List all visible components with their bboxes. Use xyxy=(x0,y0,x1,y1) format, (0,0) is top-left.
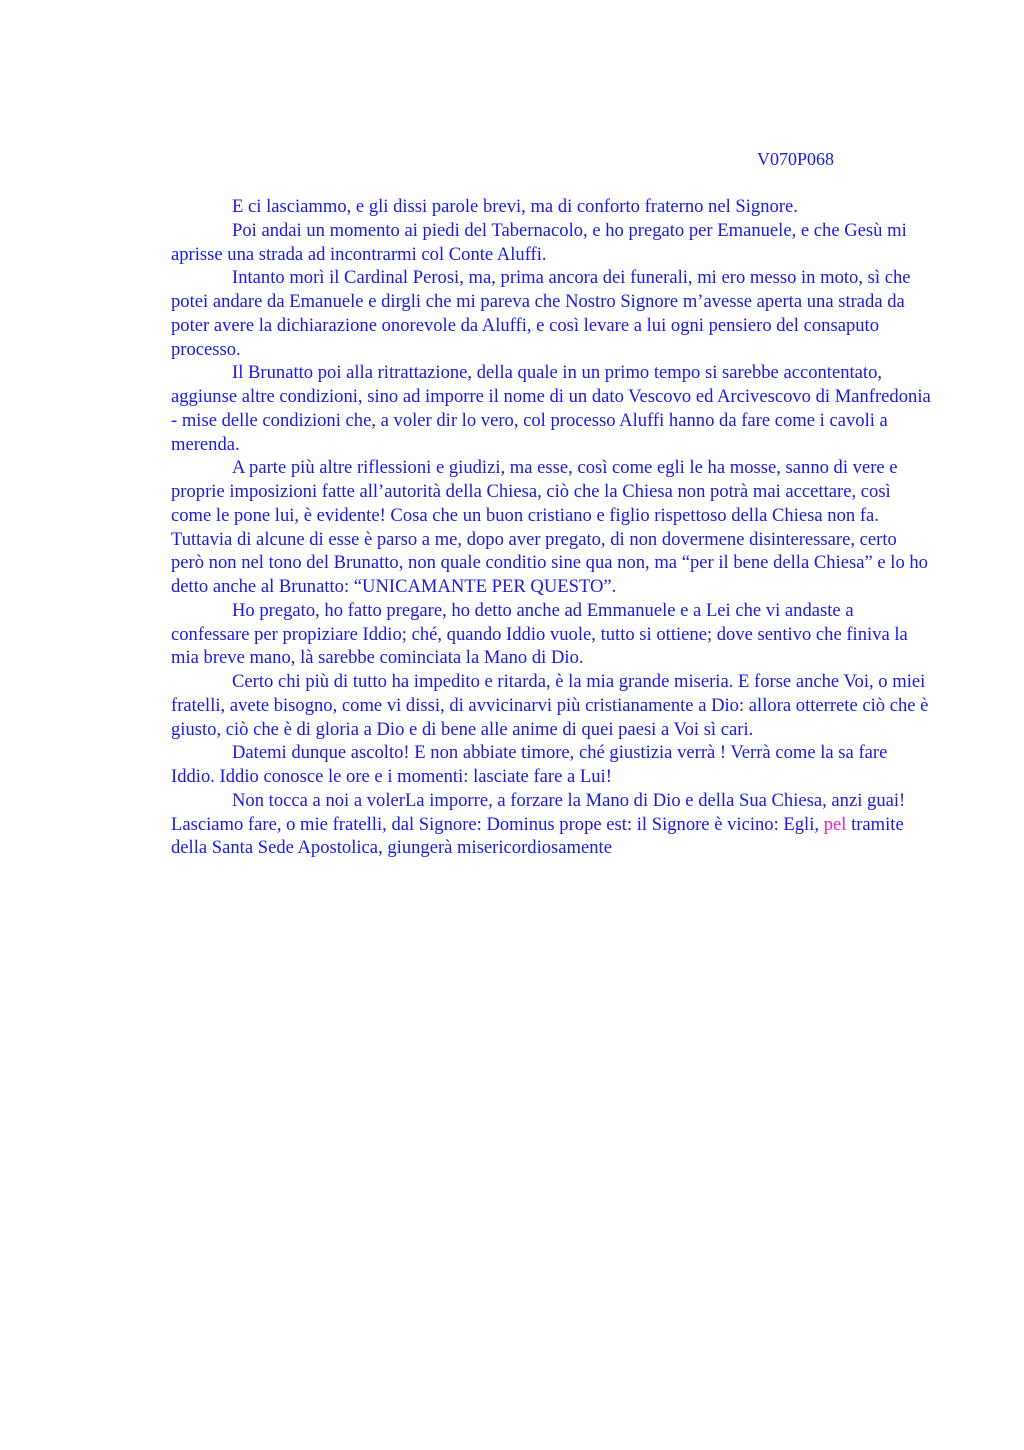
paragraph-1: E ci lasciammo, e gli dissi parole brevi, ma di conforto fraterno nel Signore. xyxy=(232,196,798,217)
paragraph-9-text-start: Non tocca a noi a volerLa imporre, a forzare la Mano di Dio e della Sua Chiesa, anzi guai! Lasciamo fare, o mie fratelli, dal Signore: Dominus prope est: il Signore è vicino: Egli, xyxy=(171,789,906,835)
paragraph-2: Poi andai un momento ai piedi del Tabernacolo, e ho pregato per Emanuele, e che Gesù mi aprisse una strada ad incontrarmi col Conte Aluffi. xyxy=(171,219,907,265)
highlighted-word: pel xyxy=(823,813,847,835)
paragraph-6: Ho pregato, ho fatto pregare, ho detto anche ad Emmanuele e a Lei che vi andaste a confessare per propiziare Iddio; ché, quando Iddio vuole, tutto si ottiene; dove sentivo che finiva la mia breve mano, là sarebbe cominciata la Mano di Dio. xyxy=(171,599,908,669)
paragraph-4: Il Brunatto poi alla ritrattazione, della quale in un primo tempo si sarebbe accontentato, aggiunse altre condizioni, sino ad imporre il nome di un dato Vescovo ed Arcivescovo di Manfredonia - mise delle condizioni che, a voler dir lo vero, col processo Aluffi hanno da fare come i cavoli a merenda. xyxy=(171,362,931,455)
page-id-label: V070P068 xyxy=(757,149,835,169)
paragraph-9 xyxy=(171,789,931,860)
paragraph-3: Intanto morì il Cardinal Perosi, ma, prima ancora dei funerali, mi ero messo in moto, sì che potei andare da Emanuele e dirgli che mi pareva che Nostro Signore m’avesse aperta una strada da poter avere la dichiarazione onorevole da Aluffi, e così levare a lui ogni pensiero del consaputo processo. xyxy=(171,267,911,360)
paragraph-5: A parte più altre riflessioni e giudizi, ma esse, così come egli le ha mosse, sanno di vere e proprie imposizioni fatte all’autorità della Chiesa, ciò che la Chiesa non potrà mai accettare, così come le pone lui, è evidente! Cosa che un buon cristiano e figlio rispettoso della Chiesa non fa. Tuttavia di alcune di esse è parso a me, dopo aver pregato, di non dovermene disinteressare, certo però non nel tono del Brunatto, non quale conditio sine qua non, ma “per il bene della Chiesa” e lo ho detto anche al Brunatto: “UNICAMANTE PER QUESTO”. xyxy=(171,457,928,597)
paragraph-8: Datemi dunque ascolto! E non abbiate timore, ché giustizia verrà ! Verrà come la sa fare Iddio. Iddio conosce le ore e i momenti: lasciate fare a Lui! xyxy=(171,742,888,787)
paragraph-9-text-end: tramite della Santa Sede Apostolica, giungerà misericordiosamente xyxy=(171,813,904,859)
paragraph-7: Certo chi più di tutto ha impedito e ritarda, è la mia grande miseria. E forse anche Voi, o miei fratelli, avete bisogno, come vi dissi, di avvicinarvi più cristianamente a Dio: allora otterrete ciò che è giusto, ciò che è di gloria a Dio e di bene alle anime di quei paesi a Voi sì cari. xyxy=(171,671,929,740)
document-body xyxy=(171,195,931,860)
